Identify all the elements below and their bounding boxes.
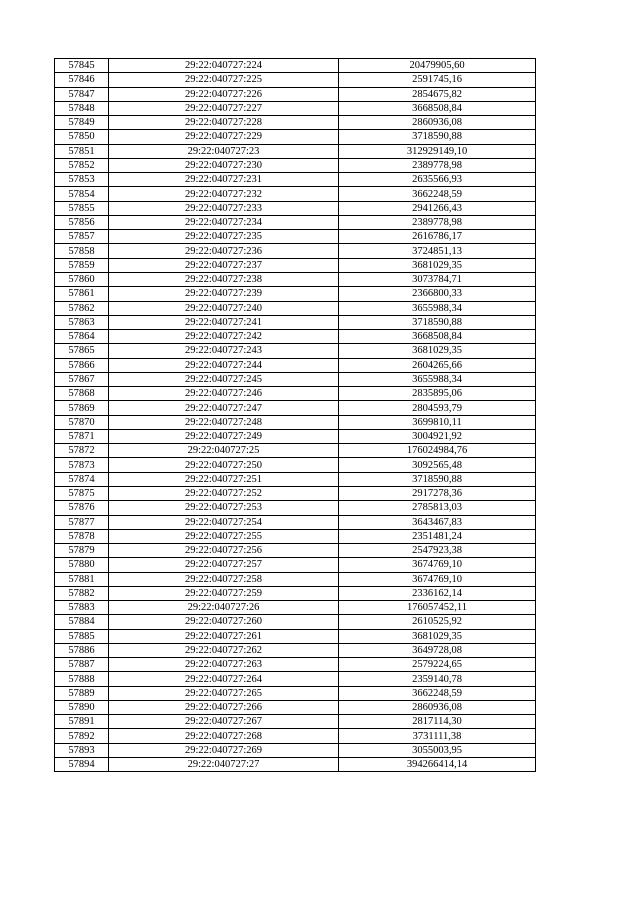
row-number-cell: 57873 bbox=[55, 458, 109, 472]
table-row bbox=[55, 700, 536, 714]
row-number-cell: 57891 bbox=[55, 715, 109, 729]
value-cell: 2359140,78 bbox=[339, 672, 536, 686]
table-row bbox=[55, 729, 536, 743]
row-number-cell: 57876 bbox=[55, 501, 109, 515]
table-row bbox=[55, 658, 536, 672]
table-row bbox=[55, 215, 536, 229]
row-number-cell: 57849 bbox=[55, 116, 109, 130]
value-cell: 3073784,71 bbox=[339, 272, 536, 286]
table-row bbox=[55, 743, 536, 757]
table-row bbox=[55, 230, 536, 244]
value-cell: 2591745,16 bbox=[339, 73, 536, 87]
table-row bbox=[55, 258, 536, 272]
value-cell: 2785813,03 bbox=[339, 501, 536, 515]
row-number-cell: 57855 bbox=[55, 201, 109, 215]
value-cell: 3004921,92 bbox=[339, 429, 536, 443]
table-row bbox=[55, 287, 536, 301]
row-number-cell: 57856 bbox=[55, 215, 109, 229]
row-number-cell: 57875 bbox=[55, 486, 109, 500]
value-cell: 2860936,08 bbox=[339, 700, 536, 714]
row-number-cell: 57862 bbox=[55, 301, 109, 315]
value-cell: 3674769,10 bbox=[339, 572, 536, 586]
table-row bbox=[55, 116, 536, 130]
cadastral-number-cell: 29:22:040727:228 bbox=[109, 116, 339, 130]
row-number-cell: 57884 bbox=[55, 615, 109, 629]
row-number-cell: 57858 bbox=[55, 244, 109, 258]
row-number-cell: 57853 bbox=[55, 173, 109, 187]
value-cell: 2917278,36 bbox=[339, 486, 536, 500]
table-row bbox=[55, 643, 536, 657]
table-row bbox=[55, 272, 536, 286]
row-number-cell: 57883 bbox=[55, 601, 109, 615]
row-number-cell: 57859 bbox=[55, 258, 109, 272]
row-number-cell: 57845 bbox=[55, 59, 109, 73]
table-row bbox=[55, 101, 536, 115]
row-number-cell: 57890 bbox=[55, 700, 109, 714]
row-number-cell: 57870 bbox=[55, 415, 109, 429]
value-cell: 2804593,79 bbox=[339, 401, 536, 415]
row-number-cell: 57864 bbox=[55, 330, 109, 344]
table-row bbox=[55, 472, 536, 486]
value-cell: 2547923,38 bbox=[339, 544, 536, 558]
cadastral-number-cell: 29:22:040727:268 bbox=[109, 729, 339, 743]
cadastral-number-cell: 29:22:040727:237 bbox=[109, 258, 339, 272]
cadastral-number-cell: 29:22:040727:245 bbox=[109, 372, 339, 386]
cadastral-number-cell: 29:22:040727:255 bbox=[109, 529, 339, 543]
value-cell: 3662248,59 bbox=[339, 686, 536, 700]
row-number-cell: 57871 bbox=[55, 429, 109, 443]
value-cell: 2366800,33 bbox=[339, 287, 536, 301]
row-number-cell: 57894 bbox=[55, 758, 109, 772]
value-cell: 3718590,88 bbox=[339, 315, 536, 329]
cadastral-number-cell: 29:22:040727:23 bbox=[109, 144, 339, 158]
row-number-cell: 57868 bbox=[55, 387, 109, 401]
cadastral-number-cell: 29:22:040727:231 bbox=[109, 173, 339, 187]
table-row bbox=[55, 187, 536, 201]
cadastral-number-cell: 29:22:040727:263 bbox=[109, 658, 339, 672]
table-row bbox=[55, 501, 536, 515]
table-row bbox=[55, 544, 536, 558]
cadastral-number-cell: 29:22:040727:254 bbox=[109, 515, 339, 529]
value-cell: 312929149,10 bbox=[339, 144, 536, 158]
cadastral-number-cell: 29:22:040727:234 bbox=[109, 215, 339, 229]
row-number-cell: 57874 bbox=[55, 472, 109, 486]
table-row bbox=[55, 158, 536, 172]
cadastral-number-cell: 29:22:040727:229 bbox=[109, 130, 339, 144]
table-row bbox=[55, 315, 536, 329]
cadastral-number-cell: 29:22:040727:247 bbox=[109, 401, 339, 415]
value-cell: 2616786,17 bbox=[339, 230, 536, 244]
value-cell: 176057452,11 bbox=[339, 601, 536, 615]
value-cell: 176024984,76 bbox=[339, 444, 536, 458]
value-cell: 20479905,60 bbox=[339, 59, 536, 73]
row-number-cell: 57893 bbox=[55, 743, 109, 757]
row-number-cell: 57882 bbox=[55, 586, 109, 600]
cadastral-number-cell: 29:22:040727:253 bbox=[109, 501, 339, 515]
value-cell: 3724851,13 bbox=[339, 244, 536, 258]
row-number-cell: 57851 bbox=[55, 144, 109, 158]
table-row bbox=[55, 715, 536, 729]
cadastral-number-cell: 29:22:040727:258 bbox=[109, 572, 339, 586]
table-row bbox=[55, 486, 536, 500]
cadastral-number-cell: 29:22:040727:232 bbox=[109, 187, 339, 201]
row-number-cell: 57861 bbox=[55, 287, 109, 301]
value-cell: 3055003,95 bbox=[339, 743, 536, 757]
value-cell: 2854675,82 bbox=[339, 87, 536, 101]
cadastral-number-cell: 29:22:040727:251 bbox=[109, 472, 339, 486]
value-cell: 2610525,92 bbox=[339, 615, 536, 629]
table-row bbox=[55, 444, 536, 458]
cadastral-number-cell: 29:22:040727:250 bbox=[109, 458, 339, 472]
table-row bbox=[55, 358, 536, 372]
cadastral-number-cell: 29:22:040727:235 bbox=[109, 230, 339, 244]
value-cell: 3649728,08 bbox=[339, 643, 536, 657]
table-row bbox=[55, 59, 536, 73]
table-row bbox=[55, 429, 536, 443]
cadastral-number-cell: 29:22:040727:261 bbox=[109, 629, 339, 643]
cadastral-number-cell: 29:22:040727:243 bbox=[109, 344, 339, 358]
value-cell: 2579224,65 bbox=[339, 658, 536, 672]
value-cell: 3092565,48 bbox=[339, 458, 536, 472]
cadastral-number-cell: 29:22:040727:236 bbox=[109, 244, 339, 258]
cadastral-number-cell: 29:22:040727:266 bbox=[109, 700, 339, 714]
row-number-cell: 57872 bbox=[55, 444, 109, 458]
table-row bbox=[55, 330, 536, 344]
row-number-cell: 57887 bbox=[55, 658, 109, 672]
table-row bbox=[55, 629, 536, 643]
row-number-cell: 57877 bbox=[55, 515, 109, 529]
value-cell: 3699810,11 bbox=[339, 415, 536, 429]
row-number-cell: 57848 bbox=[55, 101, 109, 115]
value-cell: 394266414,14 bbox=[339, 758, 536, 772]
row-number-cell: 57881 bbox=[55, 572, 109, 586]
cadastral-number-cell: 29:22:040727:233 bbox=[109, 201, 339, 215]
row-number-cell: 57886 bbox=[55, 643, 109, 657]
table-row bbox=[55, 572, 536, 586]
cadastral-number-cell: 29:22:040727:257 bbox=[109, 558, 339, 572]
row-number-cell: 57889 bbox=[55, 686, 109, 700]
cadastral-number-cell: 29:22:040727:256 bbox=[109, 544, 339, 558]
table-row bbox=[55, 173, 536, 187]
row-number-cell: 57857 bbox=[55, 230, 109, 244]
table-row bbox=[55, 586, 536, 600]
row-number-cell: 57865 bbox=[55, 344, 109, 358]
cadastral-number-cell: 29:22:040727:248 bbox=[109, 415, 339, 429]
cadastral-number-cell: 29:22:040727:230 bbox=[109, 158, 339, 172]
cadastral-number-cell: 29:22:040727:249 bbox=[109, 429, 339, 443]
cadastral-number-cell: 29:22:040727:240 bbox=[109, 301, 339, 315]
table-row bbox=[55, 401, 536, 415]
cadastral-number-cell: 29:22:040727:267 bbox=[109, 715, 339, 729]
row-number-cell: 57885 bbox=[55, 629, 109, 643]
row-number-cell: 57854 bbox=[55, 187, 109, 201]
value-cell: 3643467,83 bbox=[339, 515, 536, 529]
value-cell: 2389778,98 bbox=[339, 215, 536, 229]
value-cell: 3681029,35 bbox=[339, 629, 536, 643]
value-cell: 2860936,08 bbox=[339, 116, 536, 130]
row-number-cell: 57850 bbox=[55, 130, 109, 144]
table-row bbox=[55, 686, 536, 700]
row-number-cell: 57888 bbox=[55, 672, 109, 686]
value-cell: 2835895,06 bbox=[339, 387, 536, 401]
table-row bbox=[55, 558, 536, 572]
cadastral-number-cell: 29:22:040727:252 bbox=[109, 486, 339, 500]
table-row bbox=[55, 672, 536, 686]
cadastral-number-cell: 29:22:040727:262 bbox=[109, 643, 339, 657]
table-row bbox=[55, 387, 536, 401]
row-number-cell: 57869 bbox=[55, 401, 109, 415]
table-row bbox=[55, 601, 536, 615]
document-page bbox=[54, 58, 535, 772]
value-cell: 3718590,88 bbox=[339, 130, 536, 144]
table-row bbox=[55, 415, 536, 429]
row-number-cell: 57880 bbox=[55, 558, 109, 572]
cadastral-number-cell: 29:22:040727:226 bbox=[109, 87, 339, 101]
table-row bbox=[55, 201, 536, 215]
cadastral-number-cell: 29:22:040727:269 bbox=[109, 743, 339, 757]
table-row bbox=[55, 758, 536, 772]
row-number-cell: 57863 bbox=[55, 315, 109, 329]
row-number-cell: 57846 bbox=[55, 73, 109, 87]
table-row bbox=[55, 144, 536, 158]
value-cell: 2389778,98 bbox=[339, 158, 536, 172]
table-row bbox=[55, 615, 536, 629]
value-cell: 3655988,34 bbox=[339, 372, 536, 386]
value-cell: 2351481,24 bbox=[339, 529, 536, 543]
cadastral-number-cell: 29:22:040727:259 bbox=[109, 586, 339, 600]
row-number-cell: 57892 bbox=[55, 729, 109, 743]
row-number-cell: 57878 bbox=[55, 529, 109, 543]
table-row bbox=[55, 458, 536, 472]
table-row bbox=[55, 301, 536, 315]
table-row bbox=[55, 73, 536, 87]
value-cell: 2817114,30 bbox=[339, 715, 536, 729]
value-cell: 3668508,84 bbox=[339, 101, 536, 115]
row-number-cell: 57852 bbox=[55, 158, 109, 172]
row-number-cell: 57860 bbox=[55, 272, 109, 286]
row-number-cell: 57847 bbox=[55, 87, 109, 101]
value-cell: 3718590,88 bbox=[339, 472, 536, 486]
value-cell: 3662248,59 bbox=[339, 187, 536, 201]
row-number-cell: 57866 bbox=[55, 358, 109, 372]
value-cell: 3668508,84 bbox=[339, 330, 536, 344]
value-cell: 2635566,93 bbox=[339, 173, 536, 187]
row-number-cell: 57879 bbox=[55, 544, 109, 558]
cadastral-number-cell: 29:22:040727:27 bbox=[109, 758, 339, 772]
table-row bbox=[55, 87, 536, 101]
value-cell: 2336162,14 bbox=[339, 586, 536, 600]
value-cell: 3681029,35 bbox=[339, 258, 536, 272]
table-row bbox=[55, 130, 536, 144]
cadastral-number-cell: 29:22:040727:244 bbox=[109, 358, 339, 372]
value-cell: 3731111,38 bbox=[339, 729, 536, 743]
table-row bbox=[55, 372, 536, 386]
cadastral-value-table bbox=[54, 58, 536, 772]
cadastral-number-cell: 29:22:040727:227 bbox=[109, 101, 339, 115]
row-number-cell: 57867 bbox=[55, 372, 109, 386]
value-cell: 3681029,35 bbox=[339, 344, 536, 358]
value-cell: 3674769,10 bbox=[339, 558, 536, 572]
cadastral-number-cell: 29:22:040727:242 bbox=[109, 330, 339, 344]
cadastral-number-cell: 29:22:040727:25 bbox=[109, 444, 339, 458]
cadastral-number-cell: 29:22:040727:265 bbox=[109, 686, 339, 700]
cadastral-number-cell: 29:22:040727:241 bbox=[109, 315, 339, 329]
value-cell: 2604265,66 bbox=[339, 358, 536, 372]
cadastral-number-cell: 29:22:040727:264 bbox=[109, 672, 339, 686]
cadastral-number-cell: 29:22:040727:225 bbox=[109, 73, 339, 87]
table-row bbox=[55, 344, 536, 358]
table-row bbox=[55, 529, 536, 543]
value-cell: 3655988,34 bbox=[339, 301, 536, 315]
table-body bbox=[55, 59, 536, 772]
cadastral-number-cell: 29:22:040727:224 bbox=[109, 59, 339, 73]
table-row bbox=[55, 244, 536, 258]
cadastral-number-cell: 29:22:040727:260 bbox=[109, 615, 339, 629]
cadastral-number-cell: 29:22:040727:239 bbox=[109, 287, 339, 301]
table-row bbox=[55, 515, 536, 529]
cadastral-number-cell: 29:22:040727:26 bbox=[109, 601, 339, 615]
cadastral-number-cell: 29:22:040727:246 bbox=[109, 387, 339, 401]
value-cell: 2941266,43 bbox=[339, 201, 536, 215]
cadastral-number-cell: 29:22:040727:238 bbox=[109, 272, 339, 286]
